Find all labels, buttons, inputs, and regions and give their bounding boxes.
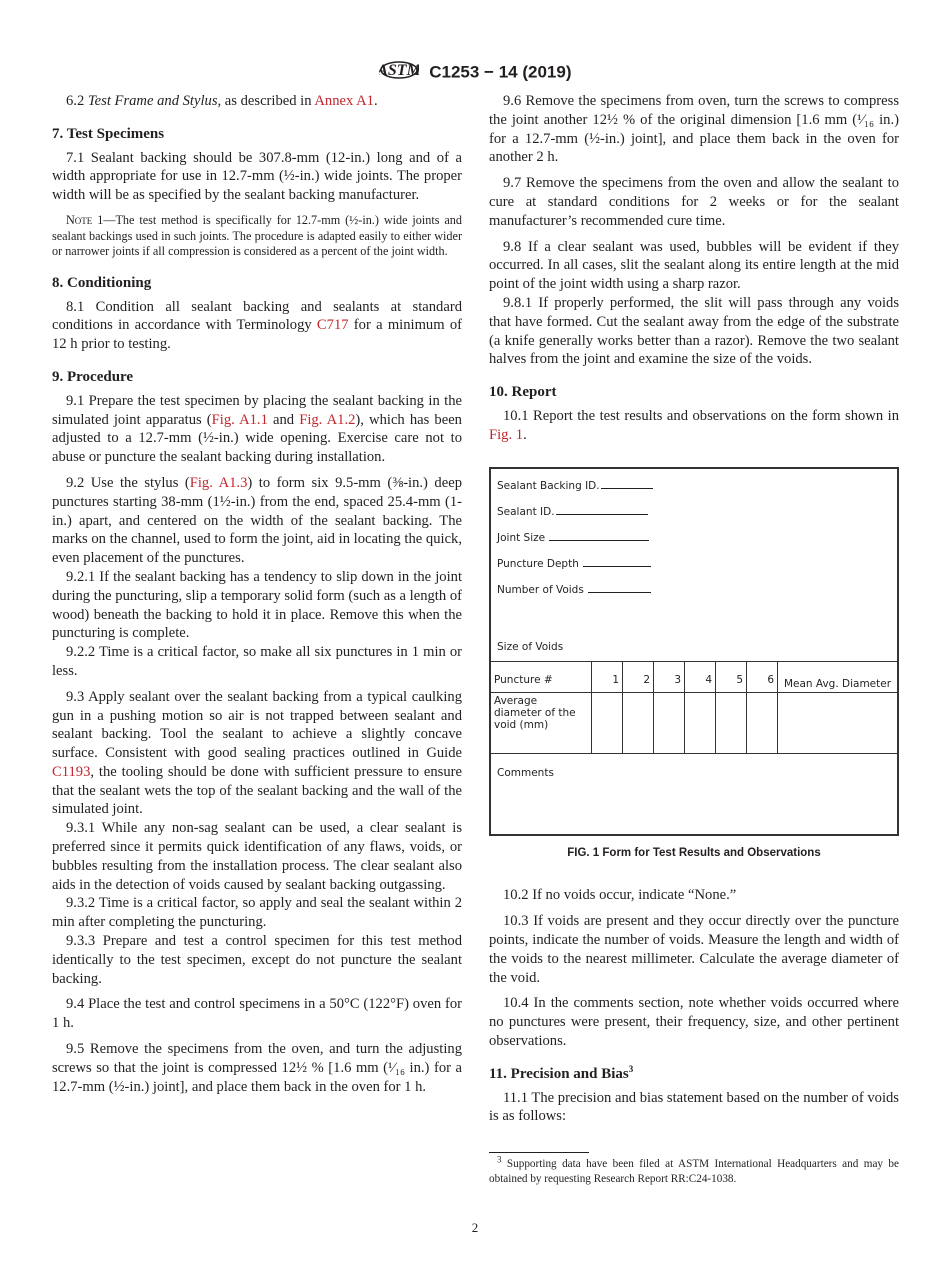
section-heading-10: 10. Report <box>489 384 557 401</box>
c1193-link[interactable]: C1193 <box>52 763 91 780</box>
blank-line <box>549 529 649 541</box>
paragraph-9-7: 9.7 Remove the specimens from the oven and allow the sealant to cure at standard conditions for 2 weeks or for the sealant manufacturer’s recommended cure time. <box>489 175 899 229</box>
section-heading-7: 7. Test Specimens <box>52 125 165 142</box>
paragraph-9-4: 9.4 Place the test and control specimens in a 50°C (122°F) oven for 1 h. <box>52 996 462 1032</box>
fig-a1-1-link[interactable]: Fig. A1.1 <box>211 411 268 428</box>
paragraph-9-8-1: 9.8.1 If properly performed, the slit will pass through any voids that have formed. Cut the sealant away from the edge of the substrate (a knife generally works better than a razor). Remove the two sealant halves from the joint and examine the size of the voids. <box>489 294 899 368</box>
annex-a1-link[interactable]: Annex A1 <box>314 93 374 109</box>
paragraph-9-2-1: 9.2.1 If the sealant backing has a tendency to slip down in the joint during the puncturing, slip a temporary solid form (such as a length of wood) beneath the backing to hold it in place. Remove this when the puncturing is complete. <box>52 568 462 642</box>
document-designation: C1253 − 14 (2019) <box>429 62 572 82</box>
figure-caption: FIG. 1 Form for Test Results and Observations <box>567 846 821 859</box>
svg-text:ASTM: ASTM <box>378 62 419 79</box>
footnote-divider <box>489 1152 589 1153</box>
paragraph-9-3: 9.3 Apply sealant over the sealant backing from a typical caulking gun in a pushing motion so air is not trapped between sealant and sealant backing. Tool the sealant to achieve a slightly concave surface. Consistent with good sealing practices outlined in Guide C1193, the tooling should be done with sufficient pressure to ensure that the sealant wets the top of the sealant backing and the wall of the simulated joint. <box>52 688 462 818</box>
paragraph-8-1: 8.1 Condition all sealant backing and sealants at standard conditions in accordance with Terminology C717 for a minimum of 12 h prior to testing. <box>52 298 462 353</box>
section-heading-11: 11. Precision and Bias$^3$ <box>489 1063 634 1082</box>
page-header <box>0 57 950 88</box>
left-column <box>52 92 462 1096</box>
paragraph-10-2: 10.2 If no voids occur, indicate “None.” <box>503 887 737 904</box>
paragraph-9-2-2: 9.2.2 Time is a critical factor, so make all six punctures in 1 min or less. <box>52 644 462 679</box>
field-sealant-id: Sealant ID. <box>497 503 897 529</box>
paragraph-9-8: 9.8 If a clear sealant was used, bubbles will be evident if they occurred. In all cases, slit the sealant along its entire length at the mid point of the joint width using a sharp razor. <box>489 238 899 293</box>
table-header-row: Puncture # 1 2 3 4 5 6 Mean Avg. Diameter <box>491 661 897 692</box>
blank-line <box>556 503 648 515</box>
comments-box: Comments <box>497 766 554 779</box>
right-column <box>489 92 899 1187</box>
paragraph-10-4: 10.4 In the comments section, note whether voids occurred where no punctures were present, their frequency, size, and other pertinent observations. <box>489 995 899 1049</box>
paragraph-9-1: 9.1 Prepare the test specimen by placing the sealant backing in the simulated joint apparatus (Fig. A1.1 and Fig. A1.2), which has been adjusted to a 12.7-mm (½-in.) wide opening. Exercise care not to abuse or puncture the sealant backing during installation. <box>52 392 462 466</box>
page-number: 2 <box>471 1220 479 1235</box>
paragraph-6-2: 6.2 Test Frame and Stylus, as described in Annex A1. <box>66 93 378 109</box>
size-of-voids-label: Size of Voids <box>497 640 564 653</box>
field-sealant-backing-id: Sealant Backing ID. <box>497 477 897 503</box>
paragraph-9-2: 9.2 Use the stylus (Fig. A1.3) to form six 9.5-mm (⅜-in.) deep punctures starting 38-mm (1½-in.) from the end, spaced 25.4-mm (1-in.) apart, and centered on the width of the sealant backing. The marks on the channel, used to form the joint, aid in locating the quick, even placement of the punctures. <box>52 474 462 567</box>
blank-line <box>588 581 651 593</box>
puncture-header: Puncture # <box>491 661 592 692</box>
paragraph-9-3-2: 9.3.2 Time is a critical factor, so apply and seal the sealant within 2 min after completing the puncturing. <box>52 895 462 931</box>
blank-line <box>583 555 651 567</box>
section-heading-9: 9. Procedure <box>52 368 134 385</box>
paragraph-7-1: 7.1 Sealant backing should be 307.8-mm (12-in.) long and of a width appropriate for use in 12.7-mm (½-in.) wide joints. The proper width will be as specified by the sealant backing manufacturer. <box>52 149 462 204</box>
fig-1-link[interactable]: Fig. 1 <box>489 426 524 443</box>
test-results-form <box>489 467 899 836</box>
note-1: Note 1—The test method is specifically for 12.7-mm (½-in.) wide joints and sealant backings used in such joints. The procedure is adapted easily to either wider or narrower joints if all compression is considered as a percent of the joint width. <box>52 212 462 259</box>
fig-a1-3-link[interactable]: Fig. A1.3 <box>189 474 248 491</box>
form-fields <box>491 469 897 661</box>
blank-line <box>601 477 653 489</box>
footnote-3: $^3$ Supporting data have been filed at ASTM International Headquarters and may be obtained by requesting Research Report RR:C24-1038. <box>489 1154 899 1186</box>
field-puncture-depth: Puncture Depth <box>497 555 897 581</box>
paragraph-9-3-1: 9.3.1 While any non-sag sealant can be used, a clear sealant is preferred since it permits quick identification of any flaws, voids, or bubbles resulting from the installation process. The clear sealant also aids in the detection of voids caused by sealant backing outgassing. <box>52 820 462 893</box>
paragraph-11-1: 11.1 The precision and bias statement based on the number of voids is as follows: <box>489 1089 899 1125</box>
paragraph-10-1: 10.1 Report the test results and observations on the form shown in Fig. 1. <box>489 407 899 443</box>
paragraph-9-5: 9.5 Remove the specimens from the oven, and turn the adjusting screws so that the joint is compressed 12½ % [1.6 mm (¹⁄₁₆ in.) for a 12.7-mm (½-in.) joint], and place them back in the oven for 1 h. <box>52 1041 462 1095</box>
average-diameter-label: Average diameter of the void (mm) <box>491 692 592 753</box>
voids-table <box>491 661 897 754</box>
field-number-of-voids: Number of Voids <box>497 581 897 607</box>
paragraph-9-6: 9.6 Remove the specimens from oven, turn the screws to compress the joint another 12½ % of the original dimension [1.6 mm (¹⁄₁₆ in.) for a 12.7-mm (½-in.) joint], and place them back in the oven for another 2 h. <box>489 93 899 166</box>
paragraph-9-3-3: 9.3.3 Prepare and test a control specimen for this test method identically to the test specimen, except do not puncture the sealant backing. <box>52 933 462 987</box>
fig-a1-2-link[interactable]: Fig. A1.2 <box>299 411 356 428</box>
c717-link[interactable]: C717 <box>316 317 349 334</box>
field-joint-size: Joint Size <box>497 529 897 555</box>
section-heading-8: 8. Conditioning <box>52 274 152 291</box>
astm-logo-icon <box>379 57 419 88</box>
mean-diameter-header: Mean Avg. Diameter <box>778 661 898 692</box>
table-row <box>491 692 897 753</box>
paragraph-10-3: 10.3 If voids are present and they occur directly over the puncture points, indicate the number of voids. Measure the length and width of the voids to the nearest millimeter. Calculate the average diameter of the void. <box>489 913 899 986</box>
